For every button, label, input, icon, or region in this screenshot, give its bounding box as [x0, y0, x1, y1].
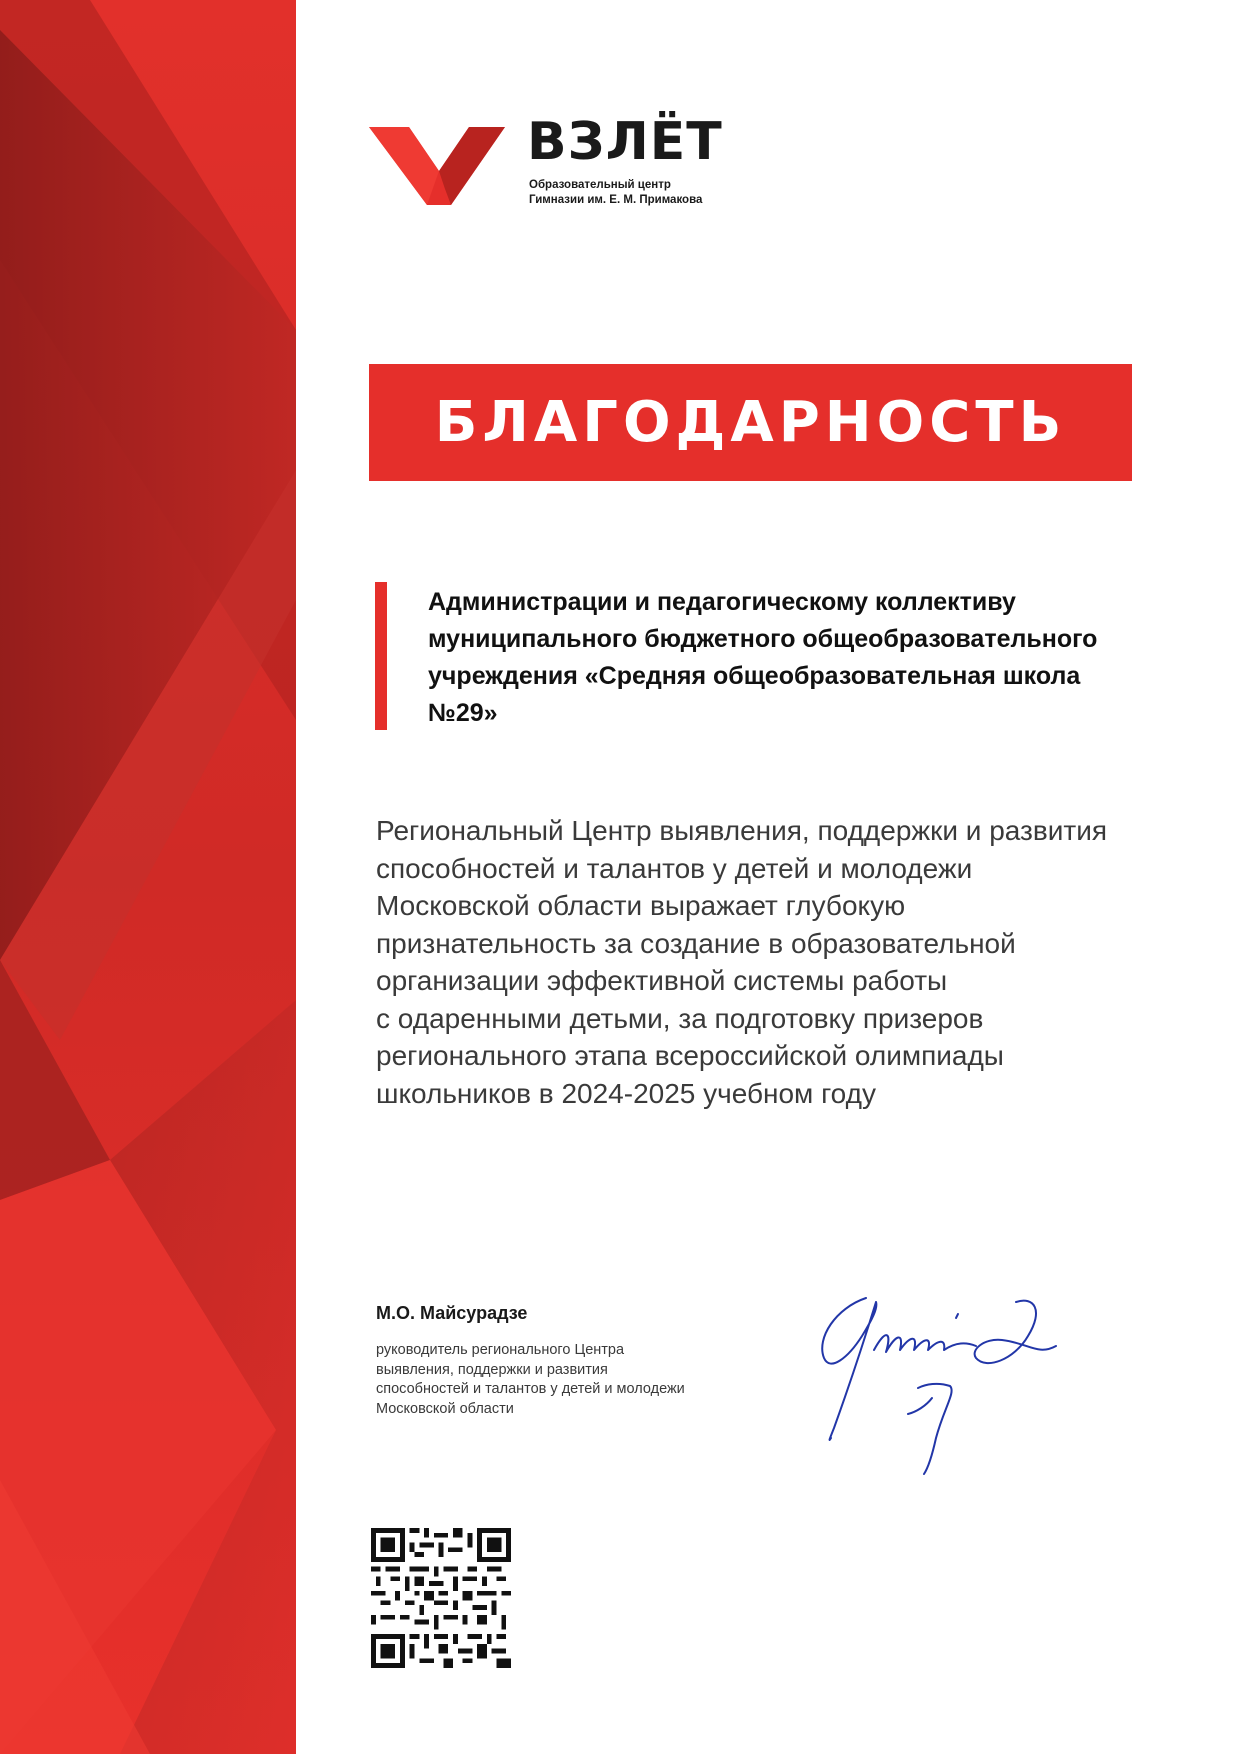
- body-line: признательность за создание в образовательной: [376, 927, 1016, 959]
- body-line: способностей и талантов у детей и молодежи: [376, 852, 973, 884]
- certificate-title: БЛАГОДАРНОСТЬ: [434, 390, 1067, 455]
- logo-name: ВЗЛЁТ: [527, 112, 723, 172]
- handwritten-signature: [806, 1288, 1066, 1478]
- signatory-role-line: руководитель регионального Центра: [376, 1342, 625, 1358]
- body-line: школьников в 2024-2025 учебном году: [376, 1077, 876, 1109]
- body-line: Московской области выражает глубокую: [376, 890, 906, 921]
- signatory-role-line: способностей и талантов у детей и молодежи: [376, 1381, 685, 1397]
- v-chevron-logo-icon: [369, 127, 505, 205]
- title-banner: [369, 364, 1132, 481]
- signatory-role-line: Московской области: [376, 1400, 514, 1417]
- body-line: организации эффективной системы работы: [376, 965, 948, 996]
- body-line: регионального этапа всероссийской олимпиады: [376, 1040, 1004, 1071]
- certificate-body: [376, 812, 1186, 1112]
- recipient-accent-bar: [375, 582, 387, 730]
- recipient-text: Администрации и педагогическому коллективу муниципального бюджетного общеобразовательного учреждения «Средняя общеобразовательная школа №29»: [428, 588, 1098, 727]
- decorative-sidebar: [0, 0, 296, 1754]
- logo-subtitle-line-2: Гимназии им. Е. М. Примакова: [529, 194, 703, 206]
- signatory-name: М.О. Майсурадзе: [376, 1303, 528, 1323]
- qr-code-icon: [371, 1528, 511, 1668]
- body-line: Региональный Центр выявления, поддержки и развития: [376, 815, 1108, 846]
- body-line: с одаренными детьми, за подготовку призеров: [376, 1002, 984, 1034]
- signatory-role-line: выявления, поддержки и развития: [376, 1361, 608, 1378]
- signatory-role: [376, 1341, 736, 1419]
- logo-subtitle: [529, 178, 702, 208]
- logo-subtitle-line-1: Образовательный центр: [529, 179, 671, 191]
- logo: [369, 112, 729, 215]
